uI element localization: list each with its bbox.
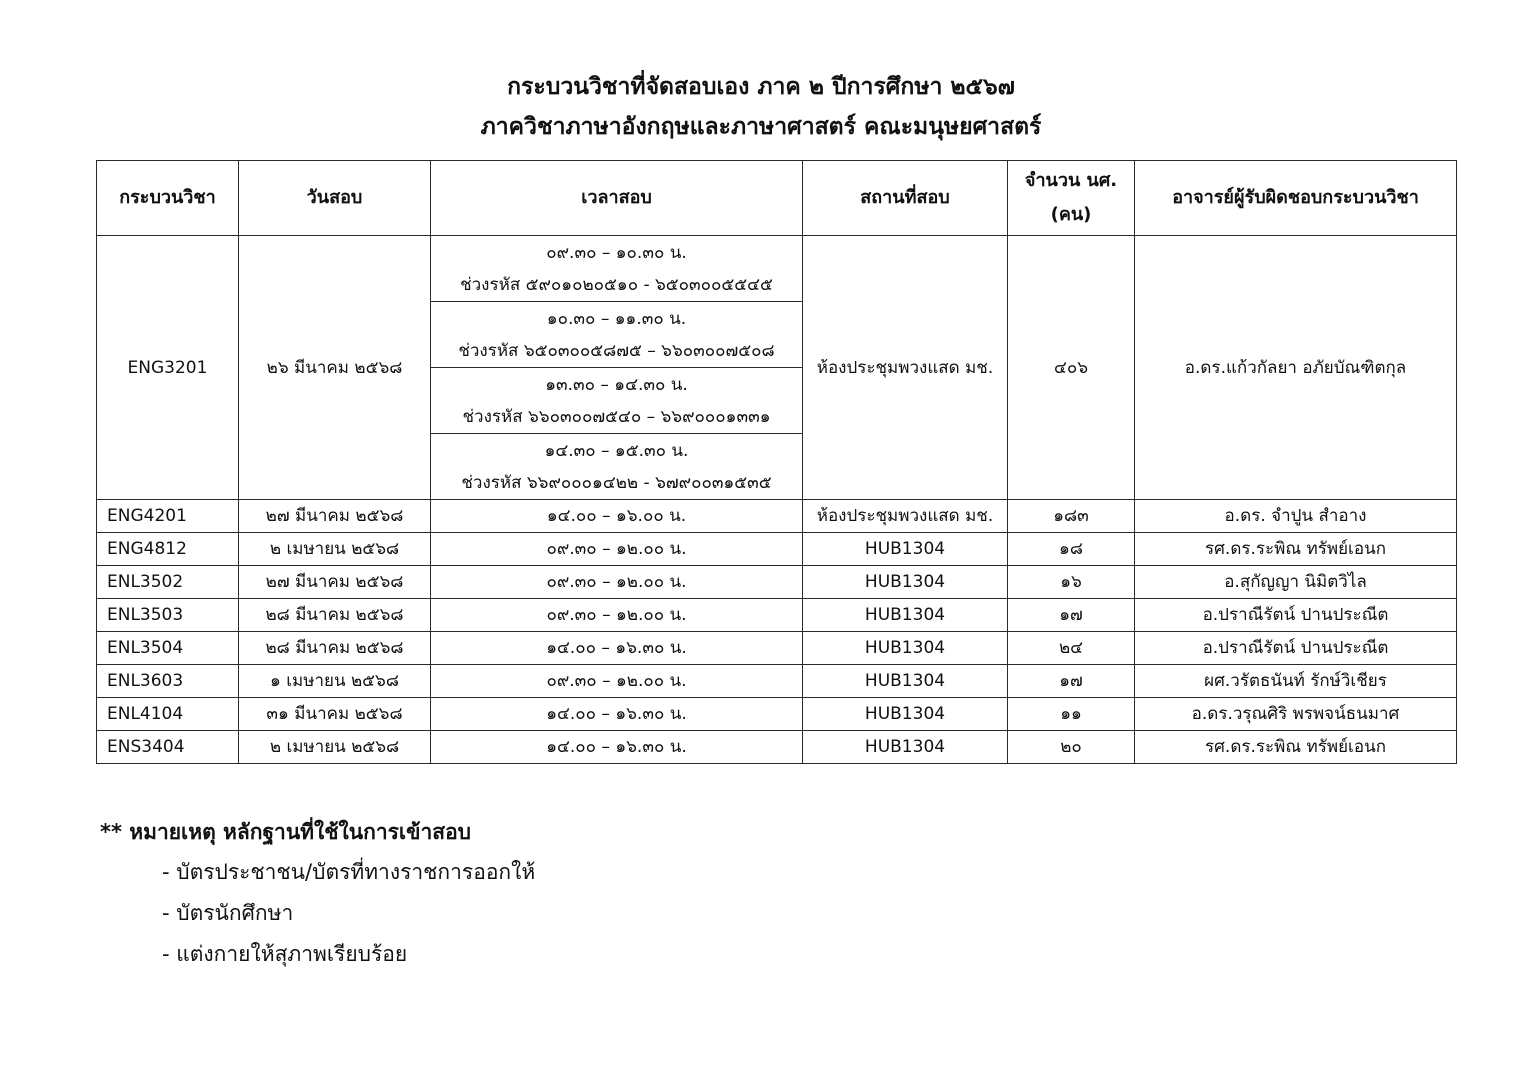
cell-count: ๒๔ [1008,632,1135,665]
list-item: - บัตรประชาชน/บัตรที่ทางราชการออกให้ [162,860,536,884]
list-item: - แต่งกายให้สุภาพเรียบร้อย [162,942,408,966]
slot-time: ๑๓.๓๐ – ๑๔.๓๐ น. [545,374,688,395]
cell-date: ๑ เมษายน ๒๕๖๘ [239,665,431,698]
cell-time: ๑๔.๐๐ – ๑๖.๓๐ น. [431,632,803,665]
header-count [1008,161,1135,236]
cell-place: HUB1304 [803,731,1008,764]
cell-instructor: อ.ดร.แก้วกัลยา อภัยบัณฑิตกุล [1135,236,1457,500]
header-time: เวลาสอบ [431,161,803,236]
cell-instructor: รศ.ดร.ระพิณ ทรัพย์เอนก [1135,731,1457,764]
cell-instructor: อ.ปราณีรัตน์ ปานประณีต [1135,599,1457,632]
cell-date: ๒๖ มีนาคม ๒๕๖๘ [239,236,431,500]
header-place: สถานที่สอบ [803,161,1008,236]
cell-place: HUB1304 [803,698,1008,731]
cell-date: ๒๘ มีนาคม ๒๕๖๘ [239,599,431,632]
cell-course: ENL3502 [97,566,239,599]
cell-date: ๒๗ มีนาคม ๒๕๖๘ [239,500,431,533]
cell-date: ๒ เมษายน ๒๕๖๘ [239,533,431,566]
cell-place: ห้องประชุมพวงแสด มช. [803,236,1008,500]
cell-date: ๒ เมษายน ๒๕๖๘ [239,731,431,764]
header-count-line2: (คน) [1050,204,1092,225]
header-instructor: อาจารย์ผู้รับผิดชอบกระบวนวิชา [1135,161,1457,236]
cell-course: ENL3603 [97,665,239,698]
notes-list [100,852,535,975]
cell-count: ๑๘ [1008,533,1135,566]
cell-count: ๑๖ [1008,566,1135,599]
slot-id-range: ช่วงรหัส ๕๙๐๑๐๒๐๕๑๐ - ๖๕๐๓๐๐๕๕๔๕ [460,274,773,295]
slot-time: ๑๔.๓๐ – ๑๕.๓๐ น. [544,440,689,461]
cell-time: ๑๔.๐๐ – ๑๖.๐๐ น. [431,500,803,533]
table-row [97,500,1457,533]
header-course: กระบวนวิชา [97,161,239,236]
cell-instructor: รศ.ดร.ระพิณ ทรัพย์เอนก [1135,533,1457,566]
cell-place: HUB1304 [803,665,1008,698]
header-count-line1: จำนวน นศ. [1024,170,1118,191]
cell-course: ENG4812 [97,533,239,566]
cell-count: ๑๗ [1008,665,1135,698]
page-title: กระบวนวิชาที่จัดสอบเอง ภาค ๒ ปีการศึกษา ๒๕๖๗ [507,74,1015,100]
slot-id-range: ช่วงรหัส ๖๕๐๓๐๐๕๘๗๕ – ๖๖๐๓๐๐๗๕๐๘ [458,340,775,361]
cell-place: HUB1304 [803,599,1008,632]
cell-place: HUB1304 [803,632,1008,665]
table-row [97,236,1457,302]
cell-time: ๐๙.๓๐ – ๑๒.๐๐ น. [431,599,803,632]
table-row [97,566,1457,599]
cell-place: HUB1304 [803,533,1008,566]
cell-instructor: อ.ดร.วรุณศิริ พรพจน์ธนมาศ [1135,698,1457,731]
cell-time-slot [431,236,803,302]
cell-course: ENG3201 [97,236,239,500]
cell-time: ๐๙.๓๐ – ๑๒.๐๐ น. [431,665,803,698]
slot-id-range: ช่วงรหัส ๖๖๐๓๐๐๗๕๔๐ – ๖๖๙๐๐๐๑๓๓๑ [462,406,771,427]
cell-course: ENL3503 [97,599,239,632]
cell-time: ๑๔.๐๐ – ๑๖.๓๐ น. [431,698,803,731]
cell-count: ๑๑ [1008,698,1135,731]
cell-count: ๑๘๓ [1008,500,1135,533]
table-row [97,599,1457,632]
cell-course: ENG4201 [97,500,239,533]
cell-instructor: อ.ปราณีรัตน์ ปานประณีต [1135,632,1457,665]
cell-place: HUB1304 [803,566,1008,599]
cell-course: ENS3404 [97,731,239,764]
cell-time-slot [431,434,803,500]
cell-time: ๐๙.๓๐ – ๑๒.๐๐ น. [431,566,803,599]
list-item: - บัตรนักศึกษา [162,901,294,925]
cell-date: ๓๑ มีนาคม ๒๕๖๘ [239,698,431,731]
cell-time-slot [431,368,803,434]
slot-time: ๑๐.๓๐ – ๑๑.๓๐ น. [546,308,687,329]
slot-id-range: ช่วงรหัส ๖๖๙๐๐๐๑๔๒๒ - ๖๗๙๐๐๓๑๕๓๕ [461,472,772,493]
table-header-row [97,161,1457,236]
cell-time: ๑๔.๐๐ – ๑๖.๓๐ น. [431,731,803,764]
table-row [97,632,1457,665]
cell-date: ๒๗ มีนาคม ๒๕๖๘ [239,566,431,599]
exam-schedule-table [96,160,1457,764]
cell-time-slot [431,302,803,368]
cell-place: ห้องประชุมพวงแสด มช. [803,500,1008,533]
notes-section [100,812,535,975]
cell-count: ๑๗ [1008,599,1135,632]
cell-instructor: อ.ดร. จำปูน สำอาง [1135,500,1457,533]
cell-time: ๐๙.๓๐ – ๑๒.๐๐ น. [431,533,803,566]
notes-heading: ** หมายเหตุ หลักฐานที่ใช้ในการเข้าสอบ [100,820,472,844]
page-subtitle: ภาควิชาภาษาอังกฤษและภาษาศาสตร์ คณะมนุษยศาสตร์ [480,114,1042,140]
cell-date: ๒๘ มีนาคม ๒๕๖๘ [239,632,431,665]
cell-instructor: อ.สุกัญญา นิมิตวิไล [1135,566,1457,599]
slot-time: ๐๙.๓๐ – ๑๐.๓๐ น. [546,242,687,263]
table-row [97,665,1457,698]
cell-instructor: ผศ.วรัตธนันท์ รักษ์วิเชียร [1135,665,1457,698]
table-row [97,533,1457,566]
table-row [97,698,1457,731]
header-date: วันสอบ [239,161,431,236]
cell-count: ๒๐ [1008,731,1135,764]
table-row [97,731,1457,764]
cell-course: ENL4104 [97,698,239,731]
cell-count: ๔๐๖ [1008,236,1135,500]
cell-course: ENL3504 [97,632,239,665]
